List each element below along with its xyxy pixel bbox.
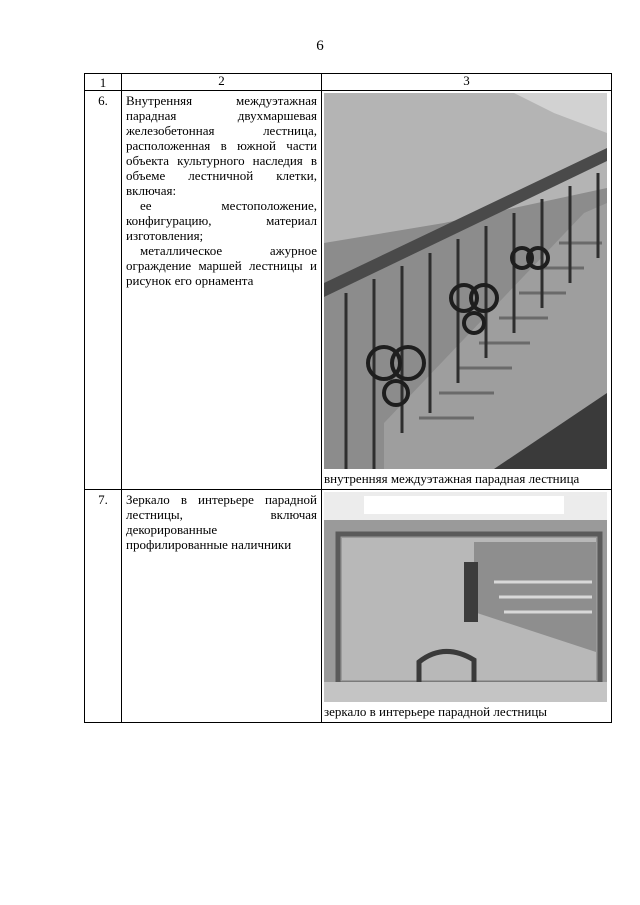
description-main: Внутренняя междуэтажная парадная двухмаршевая железобетонная лестница, расположенная в южной части объекта культурного наследия в объеме лестничной клетки, включая: <box>126 93 317 198</box>
staircase-photo <box>324 93 607 469</box>
page-number: 6 <box>316 38 324 54</box>
photo-caption: внутренняя междуэтажная парадная лестница <box>324 471 580 486</box>
row-photo-cell <box>322 91 612 490</box>
description-item: ее местоположение, конфигурацию, материал изготовления; <box>126 198 317 243</box>
row-number: 7. <box>85 490 122 723</box>
row-description <box>122 91 322 490</box>
column-header-3: 3 <box>322 74 612 91</box>
description-item: металлическое ажурное ограждение маршей лестницы и рисунок его орнамента <box>126 243 317 288</box>
column-header-2: 2 <box>122 74 322 91</box>
description-main: Зеркало в интерьере парадной лестницы, включая декорированные профилированные наличники <box>126 492 317 552</box>
column-header-1: 1 <box>85 74 122 91</box>
row-number: 6. <box>85 91 122 490</box>
photo-caption: зеркало в интерьере парадной лестницы <box>324 704 548 719</box>
row-description <box>122 490 322 723</box>
heritage-elements-table <box>84 73 612 723</box>
table-header-row <box>85 74 612 91</box>
table-row <box>85 91 612 490</box>
mirror-photo <box>324 492 607 702</box>
row-photo-cell <box>322 490 612 723</box>
table-row <box>85 490 612 723</box>
